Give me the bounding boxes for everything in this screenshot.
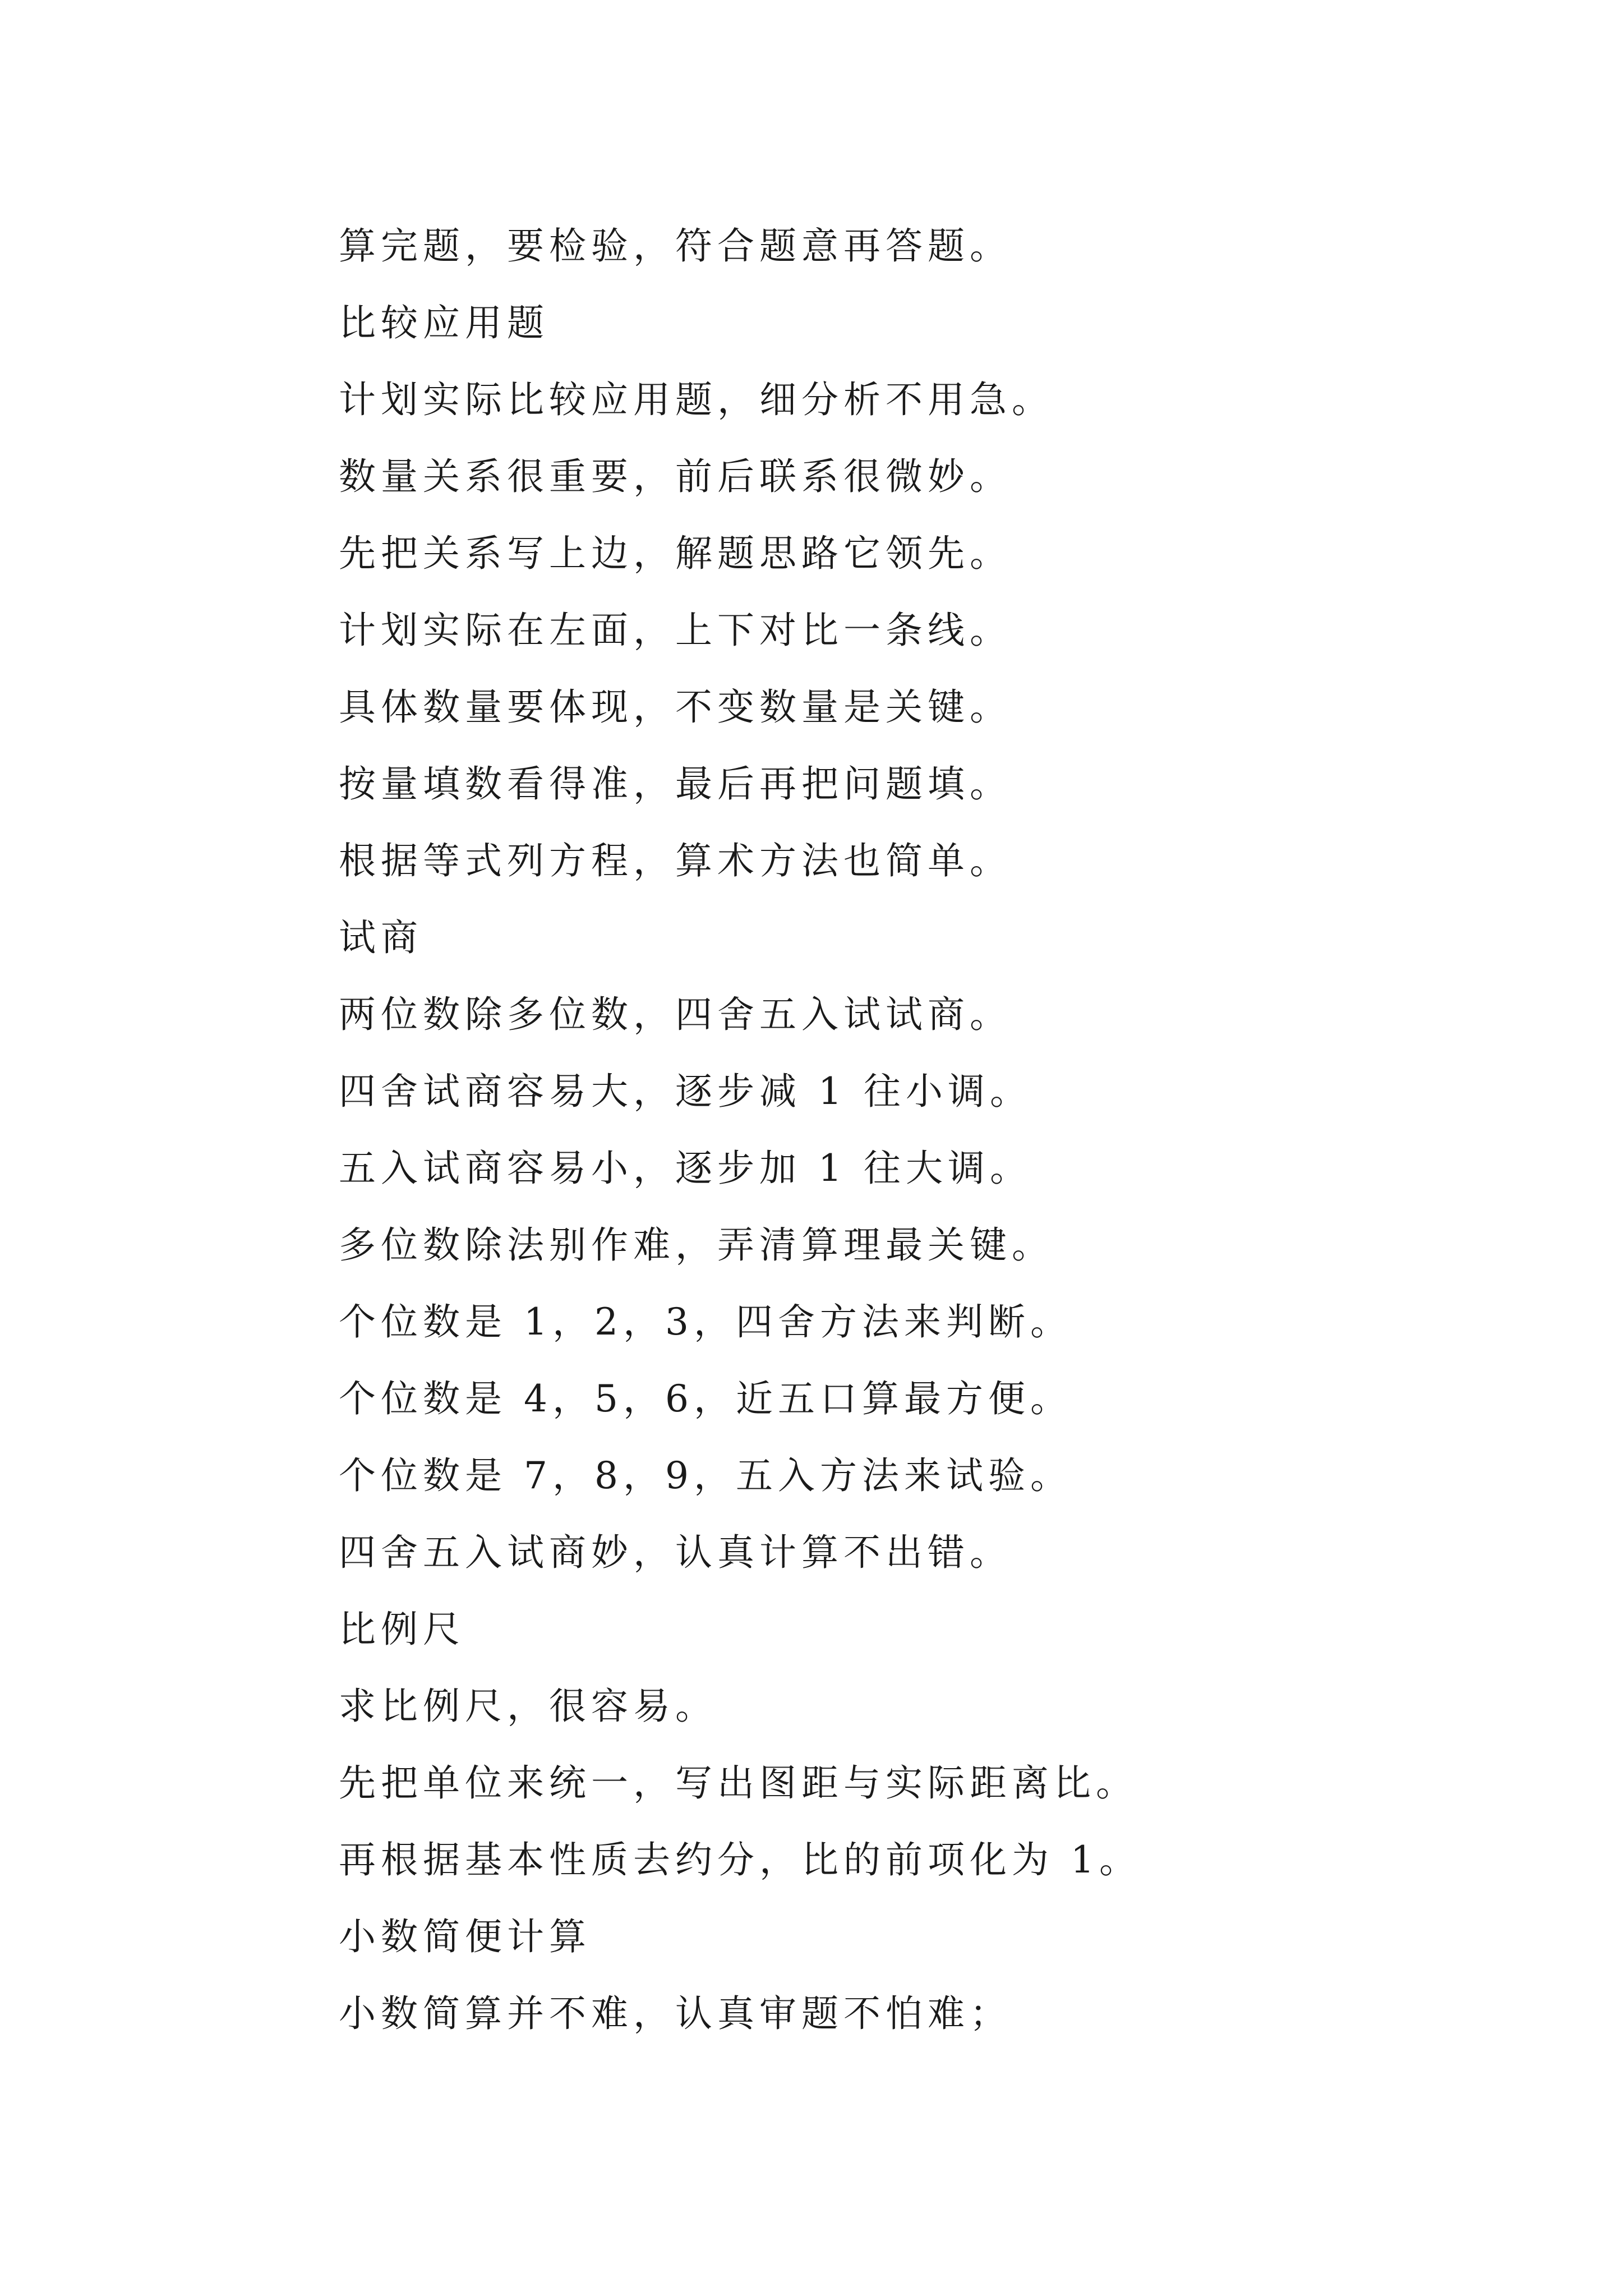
text-line: 个位数是 7，8，9，五入方法来试验。 (339, 1454, 1072, 1497)
text-line: 求比例尺，很容易。 (339, 1685, 717, 1728)
text-line: 五入试商容易小，逐步加 1 往大调。 (339, 1147, 1032, 1190)
text-line: 算完题，要检验，符合题意再答题。 (339, 224, 1012, 268)
text-line: 数量关系很重要，前后联系很微妙。 (339, 455, 1012, 498)
text-line: 多位数除法别作难，弄清算理最关键。 (339, 1223, 1054, 1267)
document-text-block (339, 208, 1516, 2052)
section-heading: 比较应用题 (339, 301, 549, 344)
section-heading: 试商 (339, 916, 423, 959)
text-line: 个位数是 4，5，6，近五口算最方便。 (339, 1377, 1072, 1420)
text-line: 计划实际比较应用题，细分析不用急。 (339, 378, 1054, 421)
text-line: 先把关系写上边，解题思路它领先。 (339, 532, 1012, 575)
text-line: 四舍试商容易大，逐步减 1 往小调。 (339, 1070, 1032, 1113)
text-line: 具体数量要体现，不变数量是关键。 (339, 685, 1012, 729)
text-line: 先把单位来统一，写出图距与实际距离比。 (339, 1761, 1138, 1805)
text-line: 根据等式列方程，算术方法也简单。 (339, 839, 1012, 882)
text-line: 计划实际在左面，上下对比一条线。 (339, 609, 1012, 652)
section-heading: 小数简便计算 (339, 1915, 591, 1958)
text-line: 个位数是 1，2，3，四舍方法来判断。 (339, 1300, 1072, 1343)
text-line: 小数简算并不难，认真审题不怕难； (339, 1992, 1012, 2035)
text-line: 再根据基本性质去约分，比的前项化为 1。 (339, 1838, 1141, 1881)
text-line: 两位数除多位数，四舍五入试试商。 (339, 993, 1012, 1036)
section-heading: 比例尺 (339, 1608, 465, 1651)
text-line: 按量填数看得准，最后再把问题填。 (339, 762, 1012, 806)
text-line: 四舍五入试商妙，认真计算不出错。 (339, 1531, 1012, 1574)
